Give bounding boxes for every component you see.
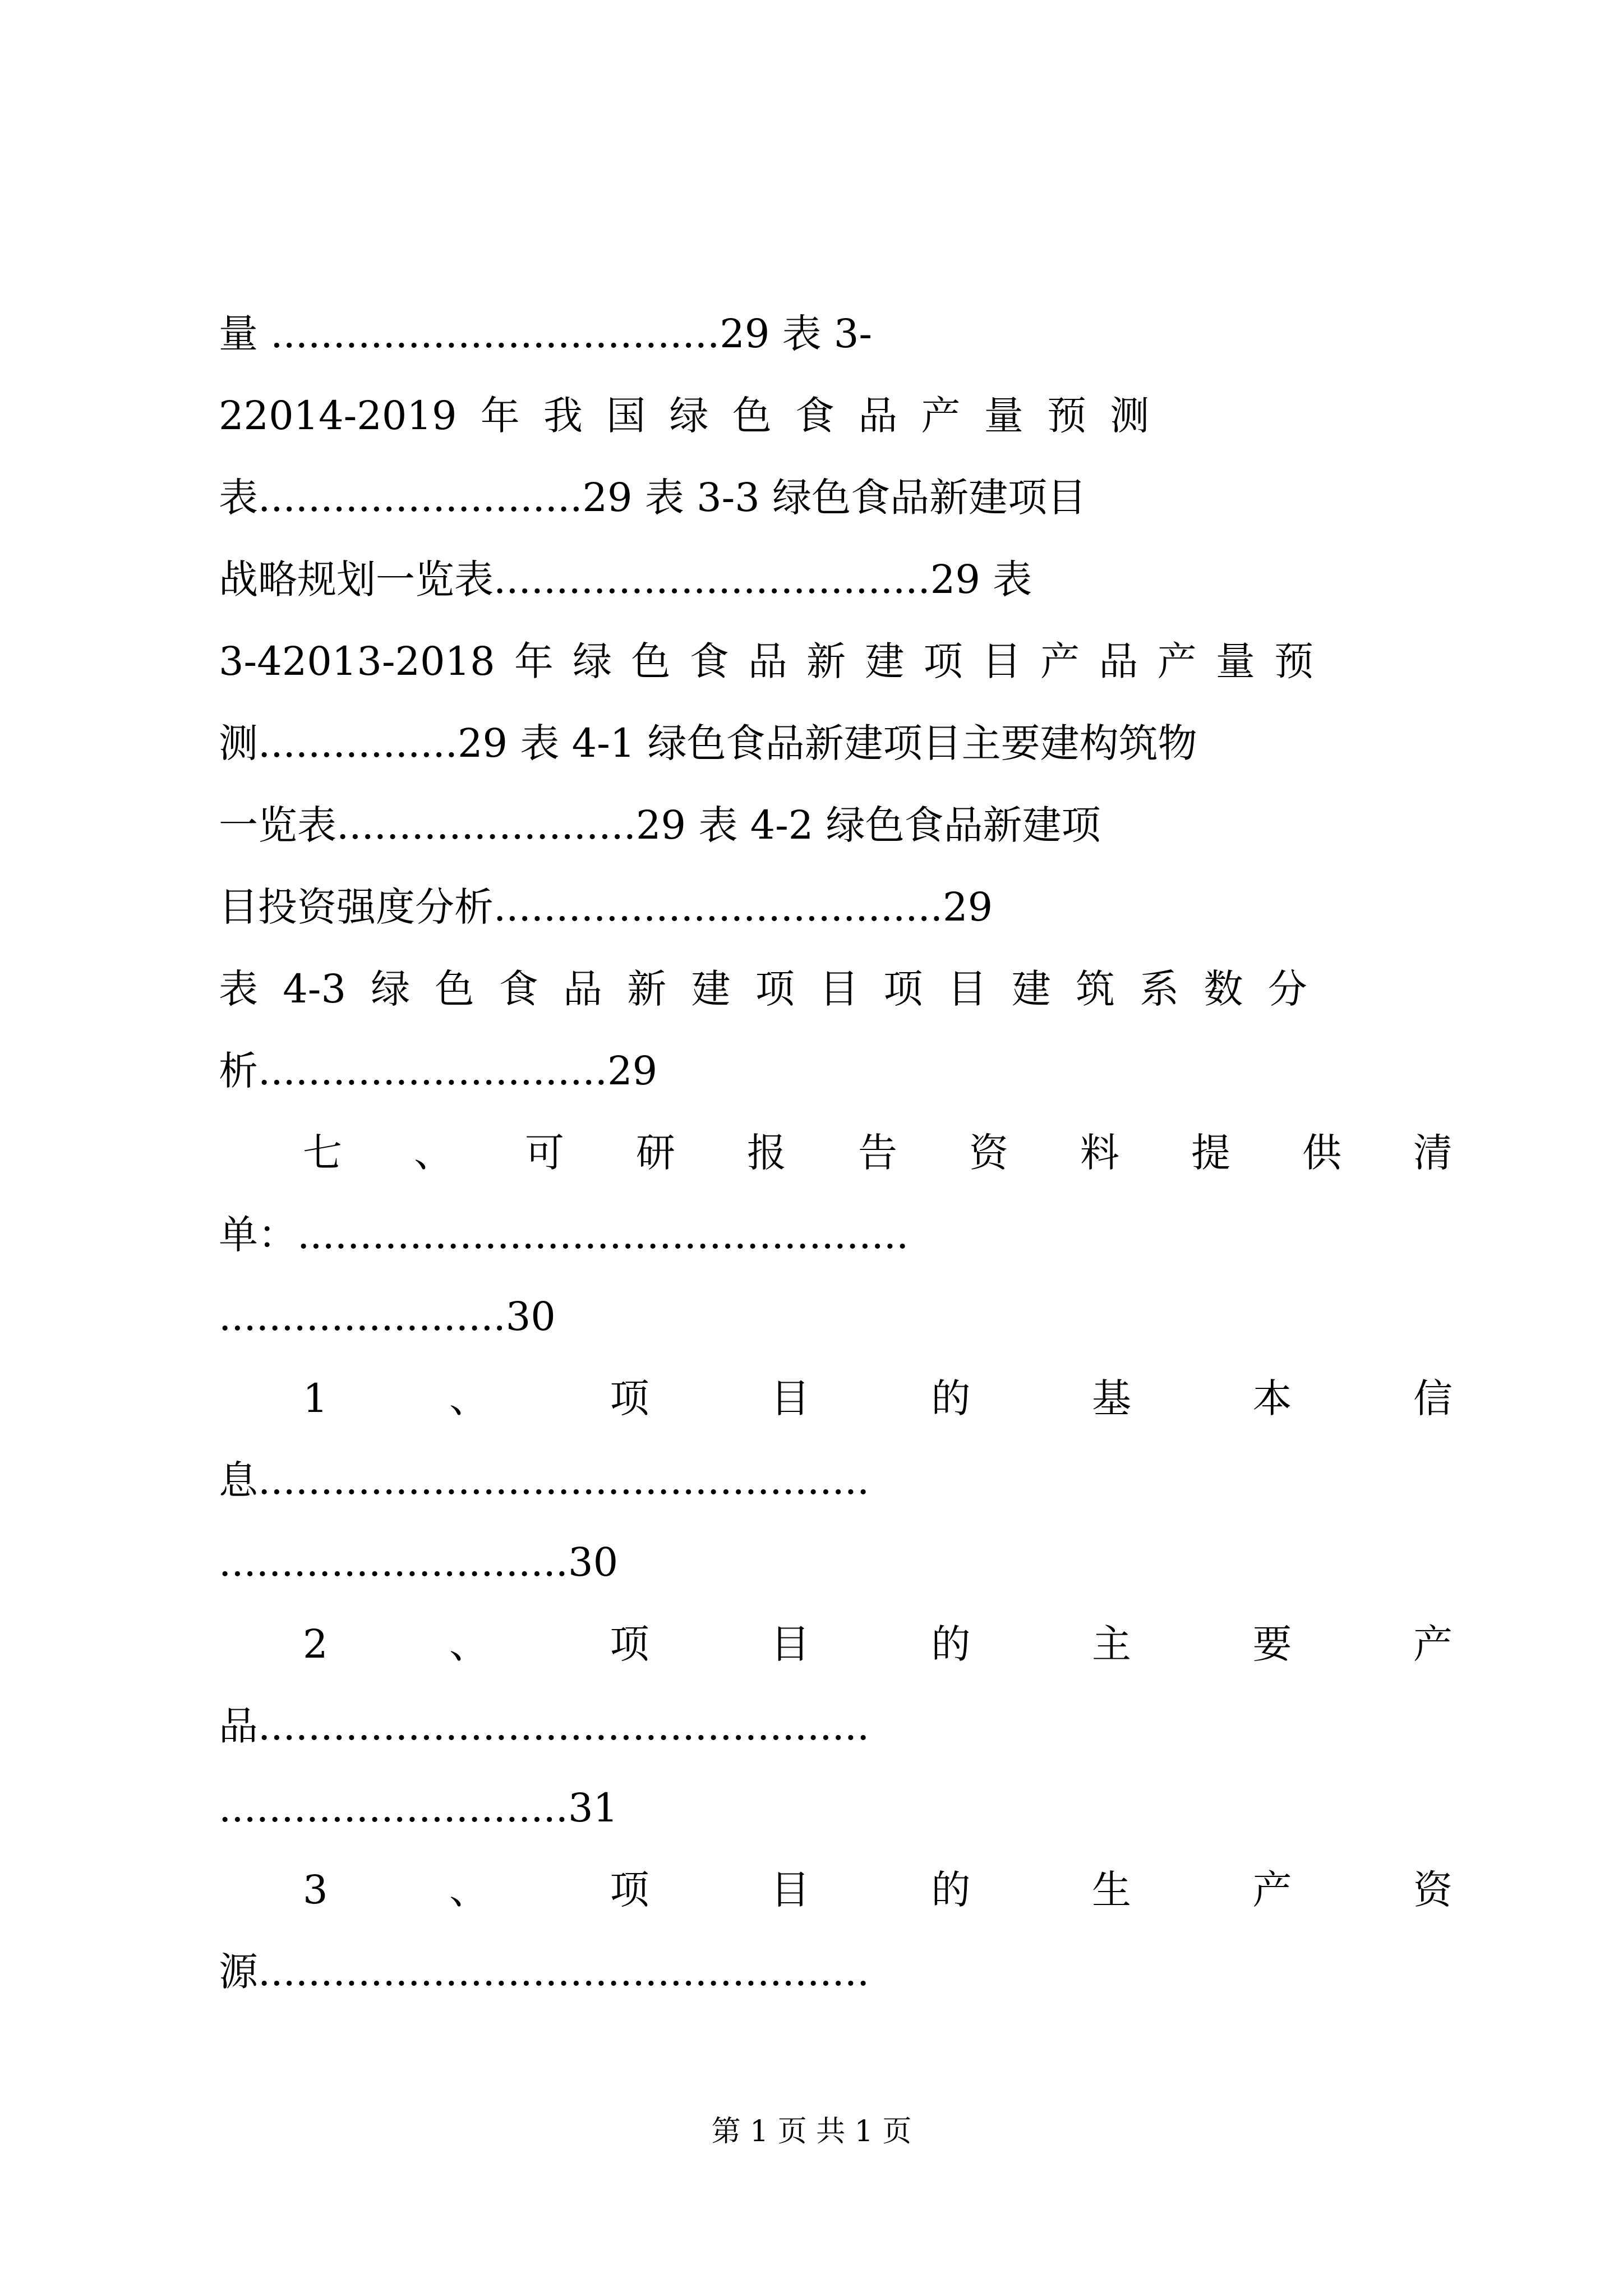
toc-line: 测................29 表 4-1 绿色食品新建项目主要建构筑物 [219, 720, 1197, 766]
item-heading-cont: 息................................................. [219, 1457, 870, 1503]
toc-line: 3-42013-2018 年 绿 色 食 品 新 建 项 目 产 品 产 量 预 [219, 638, 1314, 684]
toc-line: 一览表........................29 表 4-2 绿色食品新建项 [219, 802, 1101, 848]
item-heading-cont: 品................................................. [219, 1703, 870, 1749]
toc-line: 表 4-3 绿 色 食 品 新 建 项 目 项 目 建 筑 系 数 分 [219, 966, 1307, 1012]
section-heading-cont: 单：................................................. [219, 1212, 909, 1258]
item-page-line: ............................31 [219, 1785, 619, 1831]
item-heading-cont: 源................................................. [219, 1949, 870, 1995]
item-heading: 1 、 项 目 的 基 本 信 [303, 1375, 1453, 1421]
toc-line: 目投资强度分析....................................29 [219, 884, 993, 930]
item-heading: 2 、 项 目 的 主 要 产 [303, 1621, 1453, 1667]
page-footer: 第 1 页 共 1 页 [711, 2115, 912, 2148]
toc-line: 22014-2019 年 我 国 绿 色 食 品 产 量 预 测 [219, 393, 1150, 439]
toc-line: 战略规划一览表...................................29 表 [219, 556, 1032, 602]
section-page-line: .......................30 [219, 1294, 556, 1340]
toc-line: 析............................29 [219, 1048, 658, 1094]
item-page-line: ............................30 [219, 1539, 619, 1585]
toc-line: 表..........................29 表 3-3 绿色食品新建项目 [219, 475, 1087, 521]
section-heading: 七 、 可 研 报 告 资 料 提 供 清 [303, 1130, 1453, 1176]
item-heading: 3 、 项 目 的 生 产 资 [303, 1867, 1453, 1913]
toc-line: 量 ....................................29 表 3- [219, 311, 873, 357]
